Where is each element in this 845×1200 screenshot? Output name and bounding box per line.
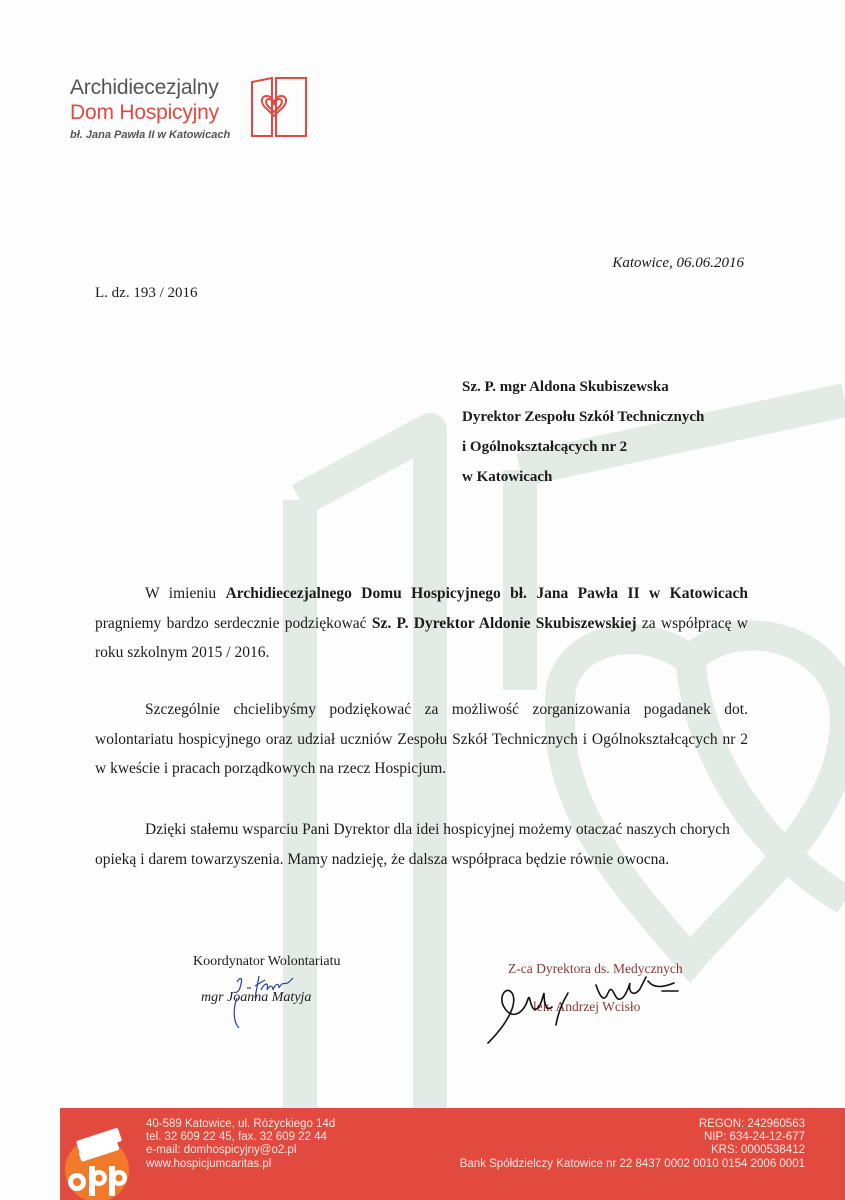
deputy-director-signature-icon <box>478 963 688 1051</box>
place-and-date: Katowice, 06.06.2016 <box>612 255 744 271</box>
footer-website: www.hospicjumcaritas.pl <box>146 1157 272 1170</box>
footer-regon: REGON: 242960563 <box>698 1118 805 1130</box>
hospice-logo <box>70 72 320 142</box>
p1-bold-institution: Archidiecezjalnego Domu Hospicyjnego bł. Jana Pawła II w Katowicach <box>225 585 748 602</box>
reference-number: L. dz. 193 / 2016 <box>95 285 198 301</box>
footer-nip: NIP: 634-24-12-677 <box>703 1131 805 1144</box>
addressee-line: Dyrektor Zespołu Szkół Technicznych <box>462 409 705 425</box>
logo-subtitle: bł. Jana Pawła II w Katowicach <box>70 129 231 141</box>
coordinator-name: mgr Joanna Matyja <box>201 990 312 1005</box>
footer-krs: KRS: 0000538412 <box>711 1144 805 1157</box>
logo-title-line1: Archidiecezjalny <box>70 76 219 99</box>
p1-bold-recipient: Sz. P. Dyrektor Aldonie Skubiszewskiej <box>371 614 637 632</box>
opp-badge-icon <box>63 1128 133 1200</box>
logo-title-line2: Dom Hospicyjny <box>70 101 219 124</box>
addressee-block <box>462 372 704 492</box>
addressee-line: i Ogólnokształcących nr 2 <box>462 439 628 455</box>
addressee-line: Sz. P. mgr Aldona Skubiszewska <box>462 379 669 395</box>
p1-text: pragniemy bardzo serdecznie podziękować <box>95 614 372 632</box>
heart-emblem-icon <box>250 76 308 138</box>
footer-bank-account: Bank Spółdzielczy Katowice nr 22 8437 0002 0010 0154 2006 0001 <box>459 1157 805 1170</box>
p1-text: W imieniu <box>145 585 226 602</box>
paragraph-3: Dzięki stałemu wsparciu Pani Dyrektor dla idei hospicyjnej możemy otaczać naszych chorych opieką i darem towarzyszenia. Mamy nadzieję, że dalsza współpraca będzie równie owocna. <box>95 821 730 868</box>
coordinator-title: Koordynator Wolontariatu <box>193 954 341 969</box>
addressee-line: w Katowicach <box>462 469 553 485</box>
footer-phone: tel. 32 609 22 45, fax. 32 609 22 44 <box>146 1131 327 1144</box>
footer-contact <box>146 1118 335 1171</box>
coordinator-signature-icon <box>225 968 345 1030</box>
deputy-director-name: lek. Andrzej Wcisło <box>533 999 641 1014</box>
paragraph-2: Szczególnie chcielibyśmy podziękować za możliwość zorganizowania pogadanek dot. wolontariatu hospicyjnego oraz udział uczniów Zespołu Szkół Technicznych i Ogólnokształcących nr 2 w kweście i pracach porządkowych na rzecz Hospicjum. <box>95 701 748 777</box>
footer-email: e-mail: domhospicyjny@o2.pl <box>146 1144 297 1157</box>
footer-registry <box>460 1118 805 1171</box>
footer-bar <box>60 1108 845 1200</box>
footer-address: 40-589 Katowice, ul. Różyckiego 14d <box>146 1118 336 1130</box>
deputy-director-title: Z-ca Dyrektora ds. Medycznych <box>508 961 683 976</box>
paragraph-1 <box>95 579 748 668</box>
p1-text: za współpracę w roku szkolnym 2015 / 2016. <box>95 614 748 661</box>
